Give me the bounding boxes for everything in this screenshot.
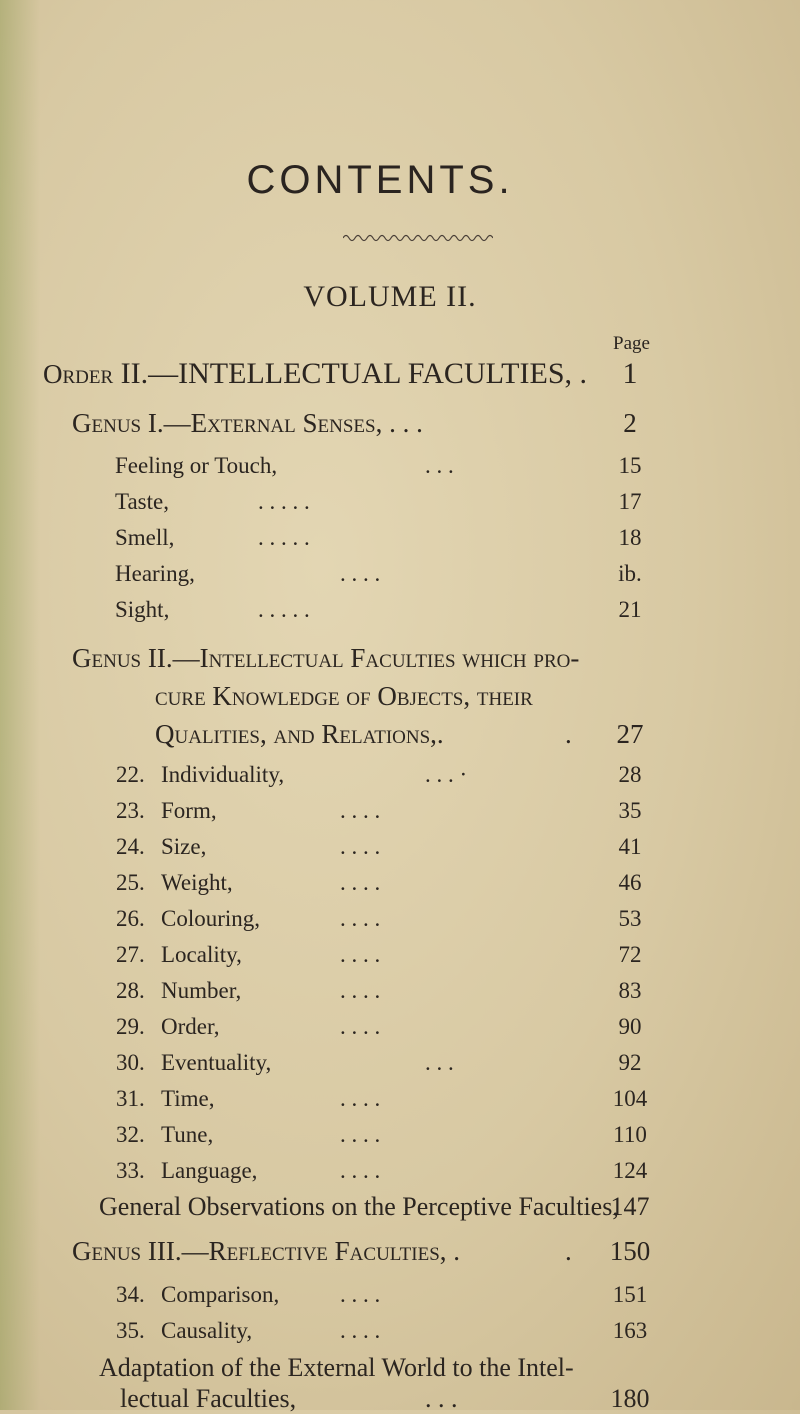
list-item bbox=[116, 1086, 214, 1112]
genus-1-heading: Genus I.—External Senses, . . . bbox=[72, 408, 423, 438]
list-item bbox=[116, 1158, 257, 1184]
entry-label: Individuality, bbox=[161, 762, 285, 787]
list-item bbox=[116, 1282, 279, 1308]
order-prefix: Order bbox=[43, 359, 114, 389]
entry-number: 33. bbox=[116, 1158, 145, 1183]
entry-page: 15 bbox=[618, 453, 642, 478]
entry-label: Language, bbox=[161, 1158, 258, 1183]
list-item bbox=[116, 870, 233, 896]
dot-leader: . . . . . bbox=[258, 525, 310, 550]
entry-page: 17 bbox=[618, 489, 642, 514]
list-item bbox=[115, 489, 169, 515]
entry-page: 72 bbox=[618, 942, 642, 967]
entry-label: Taste, bbox=[115, 489, 169, 514]
page-column-label: Page bbox=[613, 333, 650, 354]
order-heading bbox=[43, 357, 587, 391]
genus-2-heading-line-1: Genus II.—Intellectual Faculties which pro- bbox=[72, 643, 580, 673]
dot-leader: . . . . . bbox=[258, 489, 310, 514]
dot-leader: . . . . bbox=[340, 942, 381, 967]
dot-leader: . . . . bbox=[340, 906, 381, 931]
entry-number: 29. bbox=[116, 1014, 145, 1039]
dot-leader: . . . bbox=[425, 1050, 454, 1075]
list-item bbox=[116, 1014, 219, 1040]
adaptation-line-2: lectual Faculties, bbox=[120, 1384, 297, 1413]
dot-leader: . . . . bbox=[340, 561, 381, 586]
dot-leader: . . . . . bbox=[258, 597, 310, 622]
entry-label: Weight, bbox=[161, 870, 233, 895]
entry-label: Size, bbox=[161, 834, 207, 859]
entry-number: 28. bbox=[116, 978, 145, 1003]
dot-leader: . . . . bbox=[340, 1014, 381, 1039]
entry-number: 23. bbox=[116, 798, 145, 823]
entry-label: Number, bbox=[161, 978, 242, 1003]
order-label: II.—INTELLECTUAL FACULTIES, . bbox=[120, 357, 588, 390]
entry-page: 21 bbox=[618, 597, 642, 622]
dot-leader: . . . . bbox=[340, 798, 381, 823]
general-observations-page: 147 bbox=[610, 1192, 650, 1221]
entry-label: Locality, bbox=[161, 942, 242, 967]
entry-number: 26. bbox=[116, 906, 145, 931]
entry-page: 90 bbox=[618, 1014, 642, 1039]
volume-heading: VOLUME II. bbox=[303, 280, 477, 313]
list-item bbox=[116, 1122, 213, 1148]
genus-2-heading-line-2: cure Knowledge of Objects, their bbox=[155, 681, 533, 711]
entry-number: 25. bbox=[116, 870, 145, 895]
general-observations: General Observations on the Perceptive Faculties, bbox=[99, 1192, 619, 1221]
list-item bbox=[115, 525, 174, 551]
entry-page: 18 bbox=[618, 525, 642, 550]
entry-number: 27. bbox=[116, 942, 145, 967]
entry-number: 30. bbox=[116, 1050, 145, 1075]
dot-leader: . bbox=[565, 719, 572, 749]
entry-label: Tune, bbox=[161, 1122, 214, 1147]
dot-leader: . . . . bbox=[340, 978, 381, 1003]
adaptation-line-1: Adaptation of the External World to the Intel- bbox=[99, 1353, 574, 1382]
dot-leader: . . . . bbox=[340, 870, 381, 895]
entry-page: 83 bbox=[618, 978, 642, 1003]
list-item bbox=[116, 762, 284, 788]
list-item bbox=[116, 978, 241, 1004]
entry-label: Order, bbox=[161, 1014, 220, 1039]
entry-label: Feeling or Touch, bbox=[115, 453, 278, 478]
dot-leader: . bbox=[565, 1236, 572, 1266]
dot-leader: . . . . bbox=[340, 834, 381, 859]
entry-label: Comparison, bbox=[161, 1282, 280, 1307]
list-item bbox=[116, 834, 206, 860]
entry-label: Colouring, bbox=[161, 906, 261, 931]
entry-page: 35 bbox=[618, 798, 642, 823]
entry-label: Hearing, bbox=[115, 561, 195, 586]
list-item bbox=[116, 906, 260, 932]
entry-page: ib. bbox=[618, 561, 642, 586]
entry-page: 53 bbox=[618, 906, 642, 931]
genus-2-page: 27 bbox=[616, 719, 644, 749]
entry-page: 28 bbox=[618, 762, 642, 787]
entry-page: 151 bbox=[612, 1282, 648, 1307]
list-item bbox=[116, 942, 242, 968]
entry-number: 31. bbox=[116, 1086, 145, 1111]
dot-leader: . . . . bbox=[340, 1318, 381, 1343]
entry-number: 24. bbox=[116, 834, 145, 859]
list-item bbox=[116, 798, 217, 824]
entry-number: 22. bbox=[116, 762, 145, 787]
genus-1-page: 2 bbox=[623, 408, 637, 438]
entry-page: 124 bbox=[612, 1158, 648, 1183]
list-item bbox=[115, 561, 195, 587]
entry-page: 104 bbox=[612, 1086, 648, 1111]
adaptation-page: 180 bbox=[610, 1384, 650, 1413]
entry-number: 34. bbox=[116, 1282, 145, 1307]
order-page: 1 bbox=[622, 357, 638, 390]
dot-leader: . . . bbox=[425, 453, 454, 478]
list-item bbox=[115, 453, 277, 479]
entry-label: Sight, bbox=[115, 597, 170, 622]
entry-page: 110 bbox=[613, 1122, 647, 1147]
entry-page: 41 bbox=[618, 834, 642, 859]
list-item bbox=[116, 1318, 252, 1344]
dot-leader: . . . . bbox=[340, 1282, 381, 1307]
genus-3-heading: Genus III.—Reflective Faculties, . bbox=[72, 1236, 461, 1266]
genus-2-heading-line-3: Qualities, and Relations,. bbox=[155, 719, 444, 749]
entry-page: 46 bbox=[618, 870, 642, 895]
entry-label: Causality, bbox=[161, 1318, 253, 1343]
dot-leader: . . . . bbox=[340, 1158, 381, 1183]
dot-leader: . . . · bbox=[425, 762, 468, 787]
list-item bbox=[115, 597, 169, 623]
dot-leader: . . . . bbox=[340, 1086, 381, 1111]
entry-label: Time, bbox=[161, 1086, 215, 1111]
genus-3-page: 150 bbox=[609, 1236, 651, 1266]
entry-label: Smell, bbox=[115, 525, 175, 550]
dot-leader: . . . . bbox=[340, 1122, 381, 1147]
dot-leader: . . . bbox=[425, 1384, 458, 1413]
page-title: CONTENTS. bbox=[246, 158, 514, 202]
entry-number: 32. bbox=[116, 1122, 145, 1147]
entry-page: 92 bbox=[618, 1050, 642, 1075]
entry-page: 163 bbox=[612, 1318, 648, 1343]
list-item bbox=[116, 1050, 271, 1076]
wavy-rule-ornament bbox=[343, 232, 493, 242]
entry-label: Eventuality, bbox=[161, 1050, 272, 1075]
entry-number: 35. bbox=[116, 1318, 145, 1343]
entry-label: Form, bbox=[161, 798, 217, 823]
